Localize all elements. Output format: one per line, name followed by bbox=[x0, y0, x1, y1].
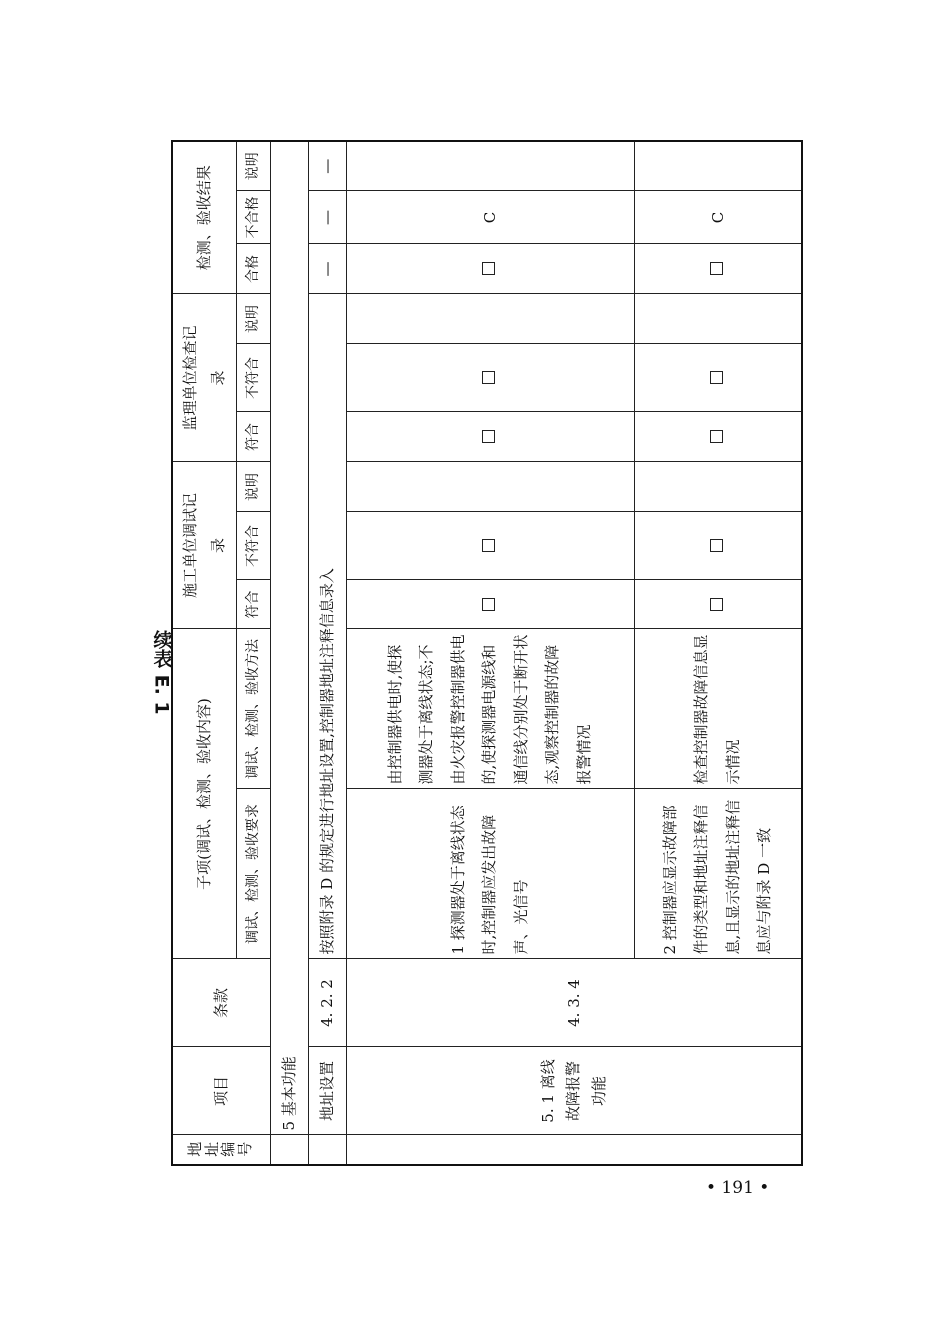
sub2-supervision-conform-checkbox[interactable] bbox=[634, 412, 802, 462]
address-note: — bbox=[308, 141, 346, 191]
inspection-table-sheet bbox=[171, 142, 801, 1166]
sub1-result-pass-checkbox[interactable] bbox=[346, 244, 634, 294]
section-addr-no bbox=[270, 1135, 308, 1165]
sub2-result-pass-checkbox[interactable] bbox=[634, 244, 802, 294]
address-row bbox=[308, 141, 346, 1165]
sub2-construction-conform-checkbox[interactable] bbox=[634, 580, 802, 629]
sub2-construction-nonconform-checkbox[interactable] bbox=[634, 512, 802, 580]
header-subitem: 子项(调试、检测、验收内容) bbox=[172, 629, 236, 959]
table-caption: 续表 E. 1 bbox=[150, 629, 173, 715]
sub1-construction-note bbox=[346, 462, 634, 512]
sub2-supervision-note bbox=[634, 294, 802, 344]
sub1-construction-nonconform-checkbox[interactable] bbox=[346, 512, 634, 580]
section-title: 5 基本功能 bbox=[270, 141, 308, 1135]
page-number: • 191 • bbox=[706, 1178, 770, 1198]
address-addr-no bbox=[308, 1135, 346, 1165]
address-content: 按照附录 D 的规定进行地址设置,控制器地址注释信息录入 bbox=[308, 294, 346, 959]
fault-sub2-requirement: 2 控制器应显示故障部件的类型和地址注释信息,且显示的地址注释信息应与附录 D 一致 bbox=[634, 789, 802, 959]
fault-sub1-requirement: 1 探测器处于离线状态时,控制器应发出故障声、光信号 bbox=[346, 789, 634, 959]
sub1-result-note bbox=[346, 141, 634, 191]
header-fail: 不合格 bbox=[236, 191, 270, 244]
sub2-construction-note bbox=[634, 462, 802, 512]
header-nonconform-supervision: 不符合 bbox=[236, 344, 270, 412]
inspection-table bbox=[171, 140, 803, 1166]
sub1-supervision-note bbox=[346, 294, 634, 344]
sub2-result-note bbox=[634, 141, 802, 191]
fault-addr-no bbox=[346, 1135, 802, 1165]
address-pass: — bbox=[308, 244, 346, 294]
header-construction-unit: 施工单位调试记录 bbox=[172, 462, 236, 629]
fault-sub2-method: 检查控制器故障信息显示情况 bbox=[634, 629, 802, 789]
header-note-construction: 说明 bbox=[236, 462, 270, 512]
fault-clause: 4. 3. 4 bbox=[346, 959, 802, 1047]
sub1-supervision-conform-checkbox[interactable] bbox=[346, 412, 634, 462]
header-nonconform-construction: 不符合 bbox=[236, 512, 270, 580]
header-supervision-unit: 监理单位检查记录 bbox=[172, 294, 236, 462]
sub2-result-fail-mark: C bbox=[634, 191, 802, 244]
header-conform-supervision: 符合 bbox=[236, 412, 270, 462]
header-inspection-result: 检测、验收结果 bbox=[172, 141, 236, 294]
section-row bbox=[270, 141, 308, 1165]
sub1-result-fail-mark: C bbox=[346, 191, 634, 244]
sub1-construction-conform-checkbox[interactable] bbox=[346, 580, 634, 629]
fault-sub1-method: 由控制器供电时,使探测器处于离线状态;不由火灾报警控制器供电的,使探测器电源线和通信线分别处于断开状态,观察控制器的故障报警情况 bbox=[346, 629, 634, 789]
fault-project: 5. 1 离线故障报警功能 bbox=[346, 1047, 802, 1135]
header-pass: 合格 bbox=[236, 244, 270, 294]
header-clause: 条款 bbox=[172, 959, 270, 1047]
header-requirement: 调试、检测、验收要求 bbox=[236, 789, 270, 959]
fault-row-1 bbox=[346, 141, 634, 1165]
address-fail: — bbox=[308, 191, 346, 244]
header-note-supervision: 说明 bbox=[236, 294, 270, 344]
header-conform-construction: 符合 bbox=[236, 580, 270, 629]
header-project: 项目 bbox=[172, 1047, 270, 1135]
header-method: 调试、检测、验收方法 bbox=[236, 629, 270, 789]
header-row-top bbox=[172, 141, 236, 1165]
address-project: 地址设置 bbox=[308, 1047, 346, 1135]
header-addr-no: 地址编号 bbox=[172, 1135, 270, 1165]
sub1-supervision-nonconform-checkbox[interactable] bbox=[346, 344, 634, 412]
header-note-result: 说明 bbox=[236, 141, 270, 191]
address-clause: 4. 2. 2 bbox=[308, 959, 346, 1047]
sub2-supervision-nonconform-checkbox[interactable] bbox=[634, 344, 802, 412]
